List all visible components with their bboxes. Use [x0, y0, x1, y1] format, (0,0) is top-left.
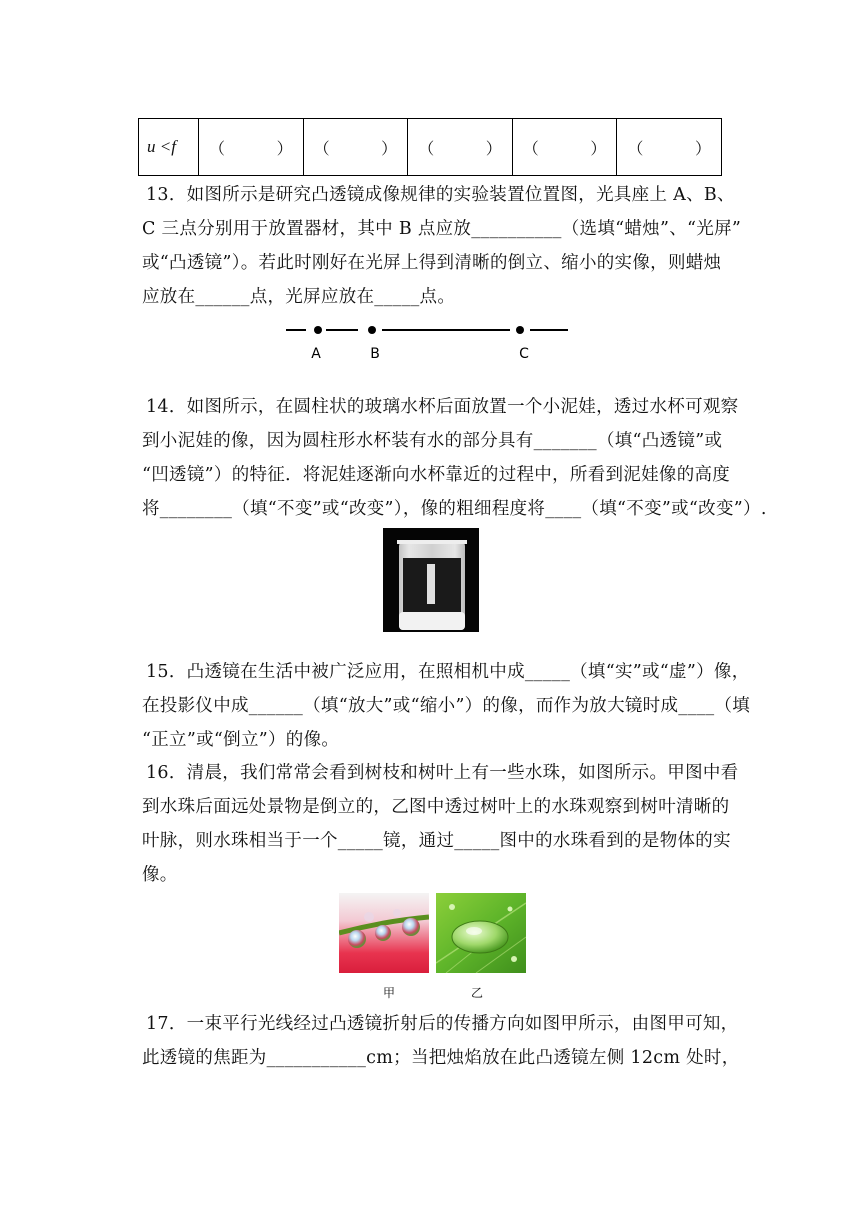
answer-cell-1: （ ） — [199, 119, 304, 176]
question-16 — [142, 756, 739, 892]
answer-cell-2: （ ） — [303, 119, 408, 176]
q14-line-4: 将________（填“不变”或“改变”），像的粗细程度将____（填“不变”或“改变”）. — [142, 499, 767, 519]
label-b: B — [370, 346, 380, 362]
q13-line-1: 13．如图所示是研究凸透镜成像规律的实验装置位置图，光具座上 A、B、 — [146, 185, 735, 205]
q16-line-2: 到水珠后面远处景物是倒立的，乙图中透过树叶上的水珠观察到树叶清晰的 — [142, 797, 730, 817]
dew-on-leaf-photo — [436, 893, 526, 973]
q13-line-4: 应放在______点，光屏应放在_____点。 — [142, 287, 456, 307]
q16-line-4: 像。 — [142, 865, 178, 885]
dew-on-twig-photo — [339, 893, 429, 973]
answer-cell-4: （ ） — [512, 119, 617, 176]
answer-cell-5: （ ） — [617, 119, 722, 176]
point-b-dot — [368, 326, 376, 334]
question-17 — [142, 1007, 740, 1075]
answer-cell-3: （ ） — [408, 119, 513, 176]
optical-bench-figure — [284, 318, 570, 364]
row-label-cell: u <f — [139, 119, 199, 176]
q13-line-3: 或“凸透镜”）。若此时刚好在光屏上得到清晰的倒立、缩小的实像，则蜡烛 — [142, 253, 722, 273]
q15-line-1: 15．凸透镜在生活中被广泛应用，在照相机中成_____（填“实”或“虚”）像， — [146, 662, 750, 682]
q13-line-2: C 三点分别用于放置器材，其中 B 点应放__________（选填“蜡烛”、“光屏” — [142, 219, 742, 239]
q14-line-1: 14．如图所示，在圆柱状的玻璃水杯后面放置一个小泥娃，透过水杯可观察 — [146, 397, 739, 417]
question-14 — [142, 390, 767, 526]
q15-line-3: “正立”或“倒立”）的像。 — [142, 730, 340, 750]
q17-line-1: 17．一束平行光线经过凸透镜折射后的传播方向如图甲所示，由图甲可知， — [146, 1014, 739, 1034]
q14-line-3: “凹透镜”）的特征．将泥娃逐渐向水杯靠近的过程中，所看到泥娃像的高度 — [142, 465, 731, 485]
point-c-dot — [516, 326, 524, 334]
q14-line-2: 到小泥娃的像，因为圆柱形水杯装有水的部分具有_______（填“凸透镜”或 — [142, 431, 723, 451]
q16-line-3: 叶脉，则水珠相当于一个_____镜，通过_____图中的水珠看到的是物体的实 — [142, 831, 731, 851]
water-glass-photo — [383, 528, 479, 636]
question-15 — [142, 655, 751, 757]
label-c: C — [519, 346, 529, 362]
q16-line-1: 16．清晨，我们常常会看到树枝和树叶上有一些水珠，如图所示。甲图中看 — [146, 763, 739, 783]
q17-line-2: 此透镜的焦距为___________cm；当把烛焰放在此凸透镜左侧 12cm 处时， — [142, 1048, 740, 1068]
imaging-condition-table — [138, 118, 722, 176]
q15-line-2: 在投影仪中成______（填“放大”或“缩小”）的像，而作为放大镜时成____（填 — [142, 696, 751, 716]
figure-caption-jia: 甲 — [383, 986, 396, 1000]
point-a-dot — [314, 326, 322, 334]
question-13 — [142, 178, 742, 314]
table-row — [139, 119, 722, 176]
figure-caption-yi: 乙 — [471, 986, 484, 1000]
label-a: A — [311, 346, 321, 362]
